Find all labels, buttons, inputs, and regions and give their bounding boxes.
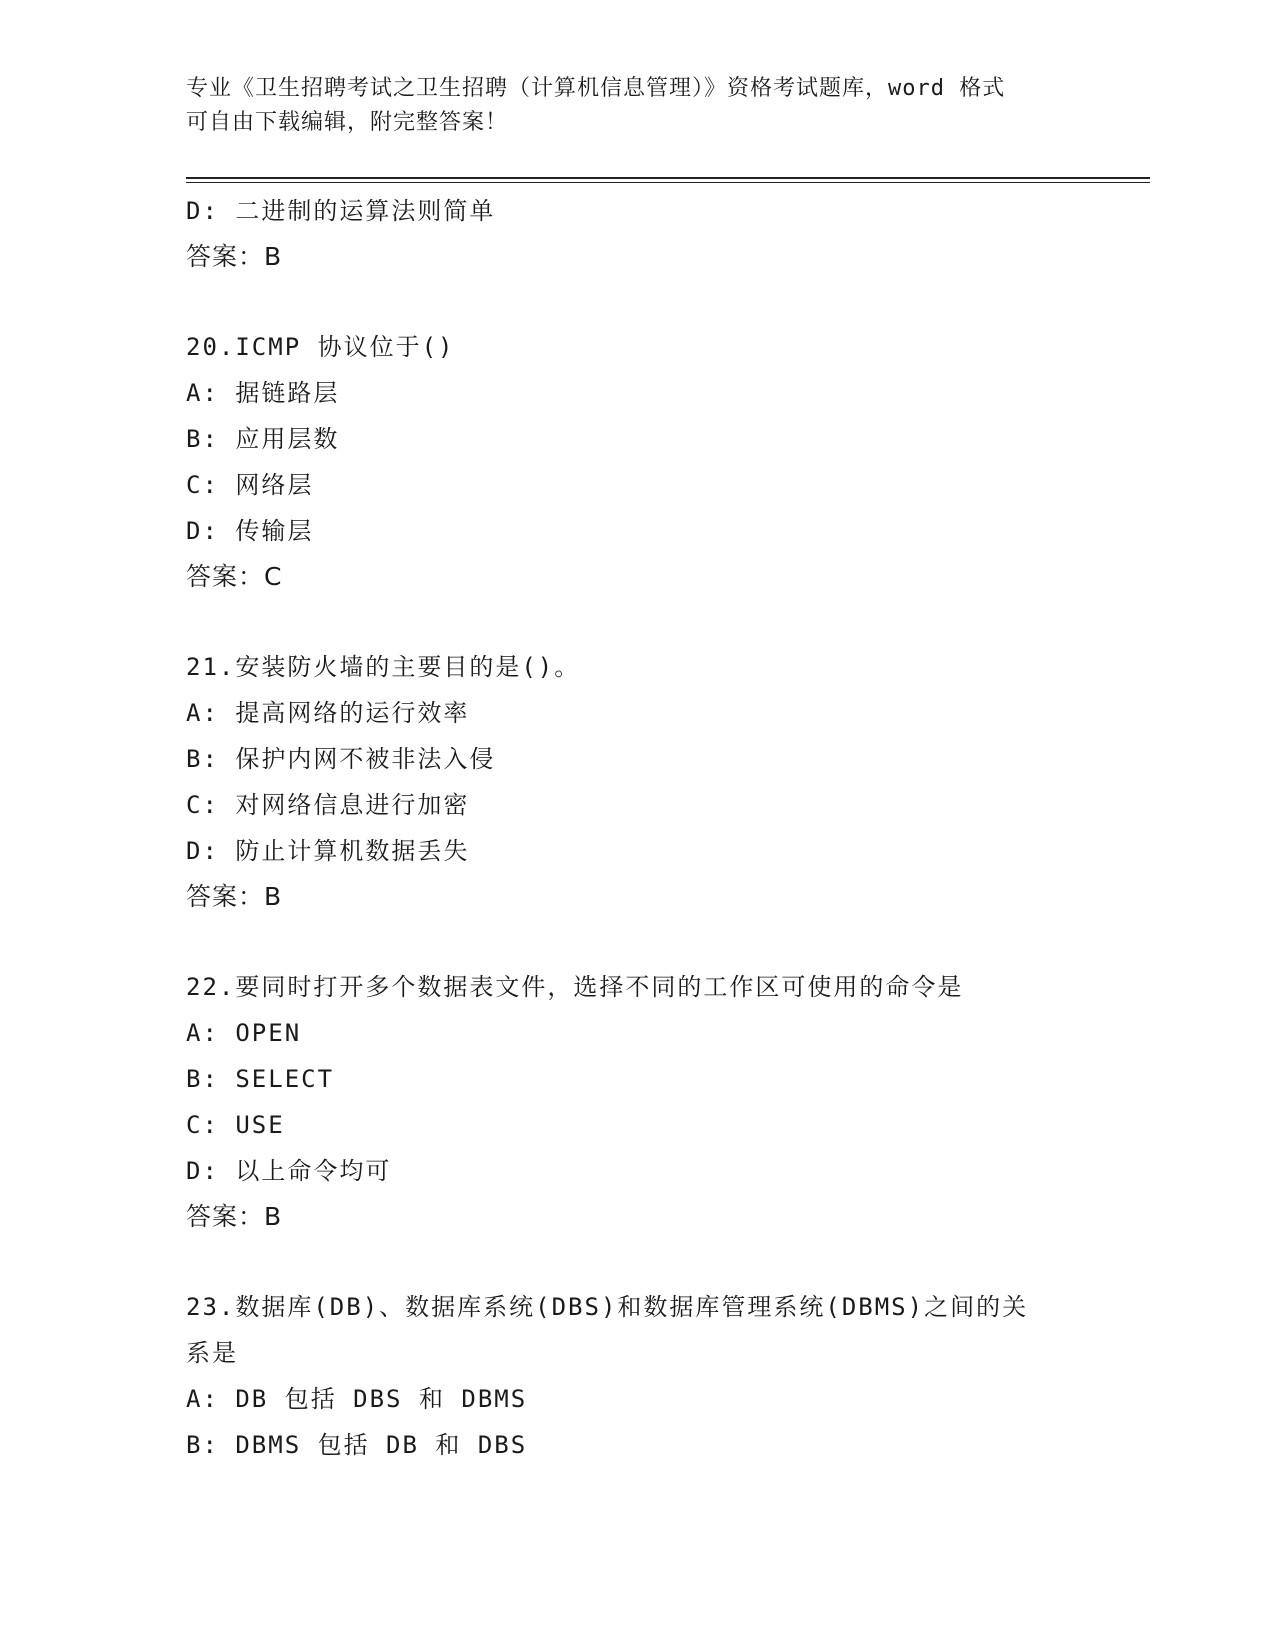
header-divider xyxy=(186,177,1150,179)
header-line-2: 可自由下载编辑，附完整答案！ xyxy=(186,110,509,135)
question-stem: 23.数据库(DB)、数据库系统(DBS)和数据库管理系统(DBMS)之间的关系是 xyxy=(186,1293,1029,1367)
answer-line: 答案：B xyxy=(186,242,283,271)
question-stem: 21.安装防火墙的主要目的是()。 xyxy=(186,653,581,681)
header-line-1: 专业《卫生招聘考试之卫生招聘（计算机信息管理）》资格考试题库，word 格式 xyxy=(186,76,1006,101)
spacer xyxy=(186,1240,1086,1284)
answer-line: 答案：C xyxy=(186,562,283,591)
answer-line: 答案：B xyxy=(186,882,283,911)
answer-line: 答案：B xyxy=(186,1202,283,1231)
option-d: D: 二进制的运算法则简单 xyxy=(186,197,496,225)
spacer xyxy=(186,600,1086,644)
option-c: C: 网络层 xyxy=(186,471,314,499)
option-d: D: 以上命令均可 xyxy=(186,1157,392,1185)
option-a: A: OPEN xyxy=(186,1019,302,1047)
question-20 xyxy=(186,324,1086,600)
question-list xyxy=(186,188,1086,1468)
question-stem: 22.要同时打开多个数据表文件，选择不同的工作区可使用的命令是 xyxy=(186,973,964,1001)
question-23 xyxy=(186,1284,1086,1468)
option-a: A: DB 包括 DBS 和 DBMS xyxy=(186,1385,528,1413)
option-a: A: 据链路层 xyxy=(186,379,340,407)
spacer xyxy=(186,280,1086,324)
option-b: B: 应用层数 xyxy=(186,425,340,453)
document-header xyxy=(186,72,1086,140)
question-stem: 20.ICMP 协议位于() xyxy=(186,333,455,361)
option-b: B: DBMS 包括 DB 和 DBS xyxy=(186,1431,528,1459)
question-21 xyxy=(186,644,1086,920)
option-c: C: 对网络信息进行加密 xyxy=(186,791,470,819)
option-c: C: USE xyxy=(186,1111,285,1139)
option-d: D: 传输层 xyxy=(186,517,314,545)
header-divider-thin xyxy=(186,182,1150,183)
option-b: B: 保护内网不被非法入侵 xyxy=(186,745,496,773)
option-a: A: 提高网络的运行效率 xyxy=(186,699,470,727)
spacer xyxy=(186,920,1086,964)
option-b: B: SELECT xyxy=(186,1065,335,1093)
question-22 xyxy=(186,964,1086,1240)
option-d: D: 防止计算机数据丢失 xyxy=(186,837,470,865)
